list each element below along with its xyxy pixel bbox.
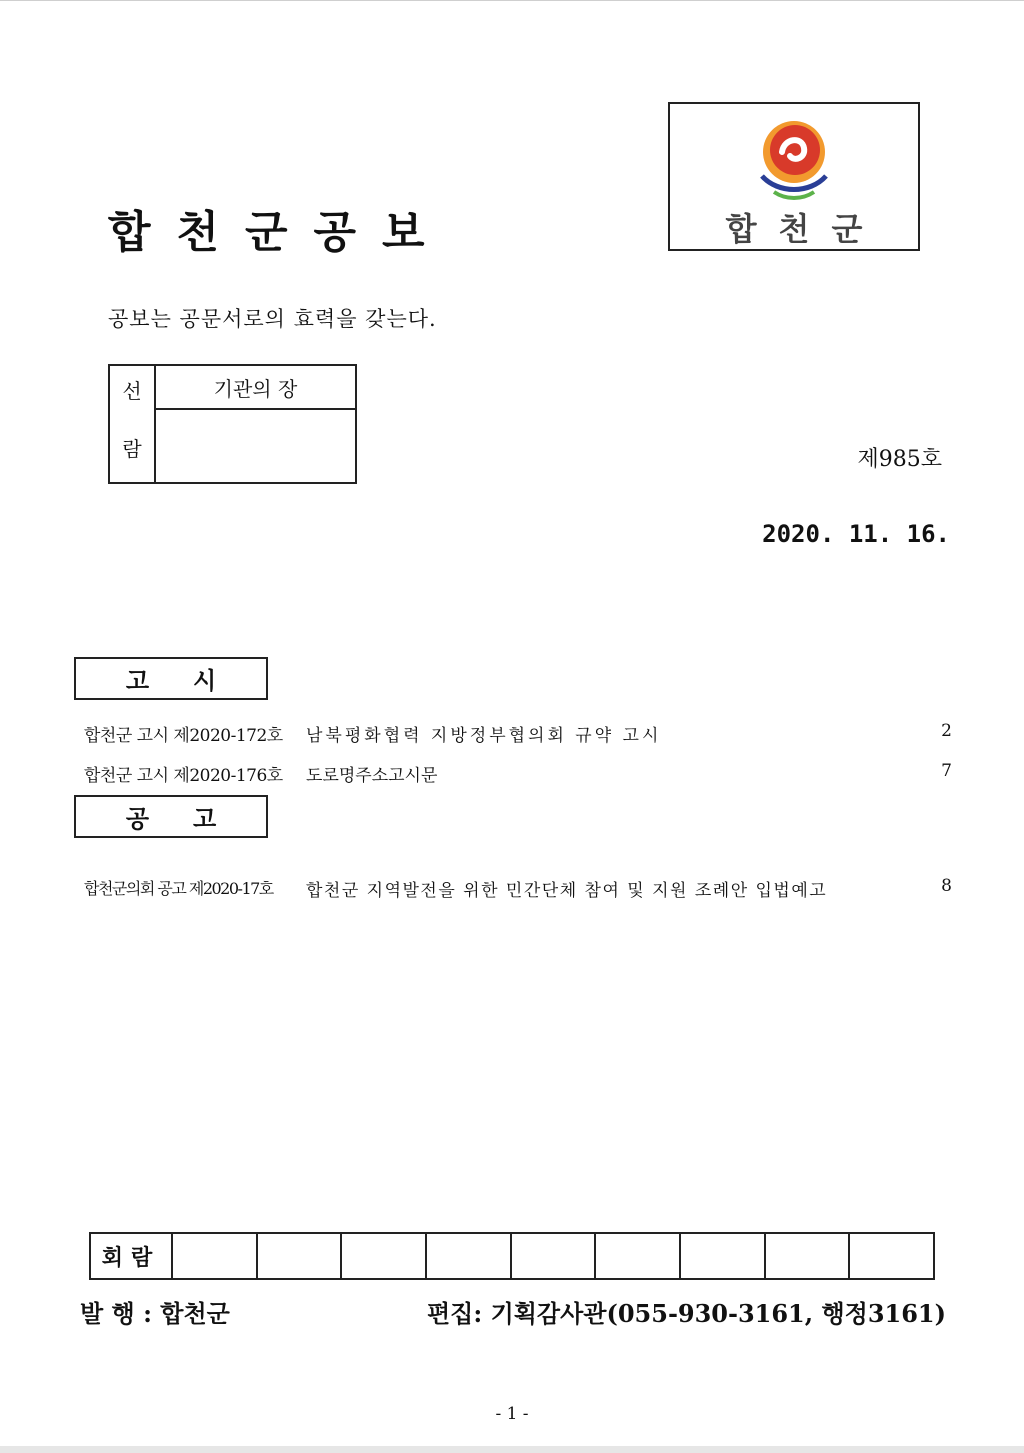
page-number: - 1 - bbox=[495, 1404, 529, 1424]
circulation-cell[interactable] bbox=[426, 1233, 511, 1279]
circulation-cell[interactable] bbox=[341, 1233, 426, 1279]
viewer-bottom-bar bbox=[0, 1446, 1024, 1453]
circulation-cell[interactable] bbox=[849, 1233, 934, 1279]
section-announcements-heading: 공고 bbox=[74, 795, 268, 838]
page-top-edge bbox=[0, 0, 1024, 1]
circulation-label: 회람 bbox=[90, 1233, 172, 1279]
circulation-cell[interactable] bbox=[680, 1233, 765, 1279]
entry-code: 합천군 고시 제2020-176호 bbox=[84, 766, 283, 786]
emblem-inner-circle bbox=[770, 125, 820, 175]
entry-code: 합천군 고시 제2020-172호 bbox=[84, 726, 283, 746]
entry-title: 합천군 지역발전을 위한 민간단체 참여 및 지원 조례안 입법예고 bbox=[306, 881, 828, 901]
subtitle: 공보는 공문서로의 효력을 갖는다. bbox=[108, 307, 437, 331]
review-side-label bbox=[109, 365, 155, 483]
entry-title: 남북평화협력 지방정부협의회 규약 고시 bbox=[306, 726, 662, 746]
circulation-cell[interactable] bbox=[511, 1233, 596, 1279]
emblem-label: 합천군 bbox=[725, 210, 885, 248]
section-notices-heading: 고시 bbox=[74, 657, 268, 700]
toc-entry[interactable] bbox=[84, 876, 952, 900]
page-title: 합천군공보 bbox=[108, 207, 451, 258]
publisher: 발 행 : 합천군 bbox=[80, 1299, 230, 1328]
entry-page: 2 bbox=[941, 721, 952, 741]
toc-entry[interactable] bbox=[84, 721, 952, 745]
review-head-cell: 기관의 장 bbox=[155, 365, 356, 409]
circulation-cell[interactable] bbox=[765, 1233, 850, 1279]
county-emblem-icon bbox=[758, 118, 830, 200]
review-sign-cell[interactable] bbox=[155, 409, 356, 483]
county-emblem-box bbox=[668, 102, 920, 251]
issue-number: 제985호 bbox=[857, 447, 942, 472]
toc-entry[interactable] bbox=[84, 761, 952, 785]
review-side-bottom: 람 bbox=[122, 437, 142, 461]
circulation-cell[interactable] bbox=[172, 1233, 257, 1279]
editor-contact: 편집: 기획감사관(055-930-3161, 행정3161) bbox=[426, 1299, 946, 1328]
circulation-table bbox=[89, 1232, 935, 1280]
circulation-cell[interactable] bbox=[595, 1233, 680, 1279]
review-side-top: 선 bbox=[122, 379, 142, 403]
entry-code: 합천군의회 공고 제2020-17호 bbox=[84, 879, 273, 898]
issue-date: 2020. 11. 16. bbox=[762, 520, 950, 548]
emblem-green-band bbox=[774, 192, 814, 198]
entry-title: 도로명주소고시문 bbox=[306, 766, 438, 786]
review-signature-table bbox=[108, 364, 357, 484]
entry-page: 8 bbox=[941, 876, 952, 896]
entry-page: 7 bbox=[941, 761, 952, 781]
circulation-cell[interactable] bbox=[257, 1233, 342, 1279]
